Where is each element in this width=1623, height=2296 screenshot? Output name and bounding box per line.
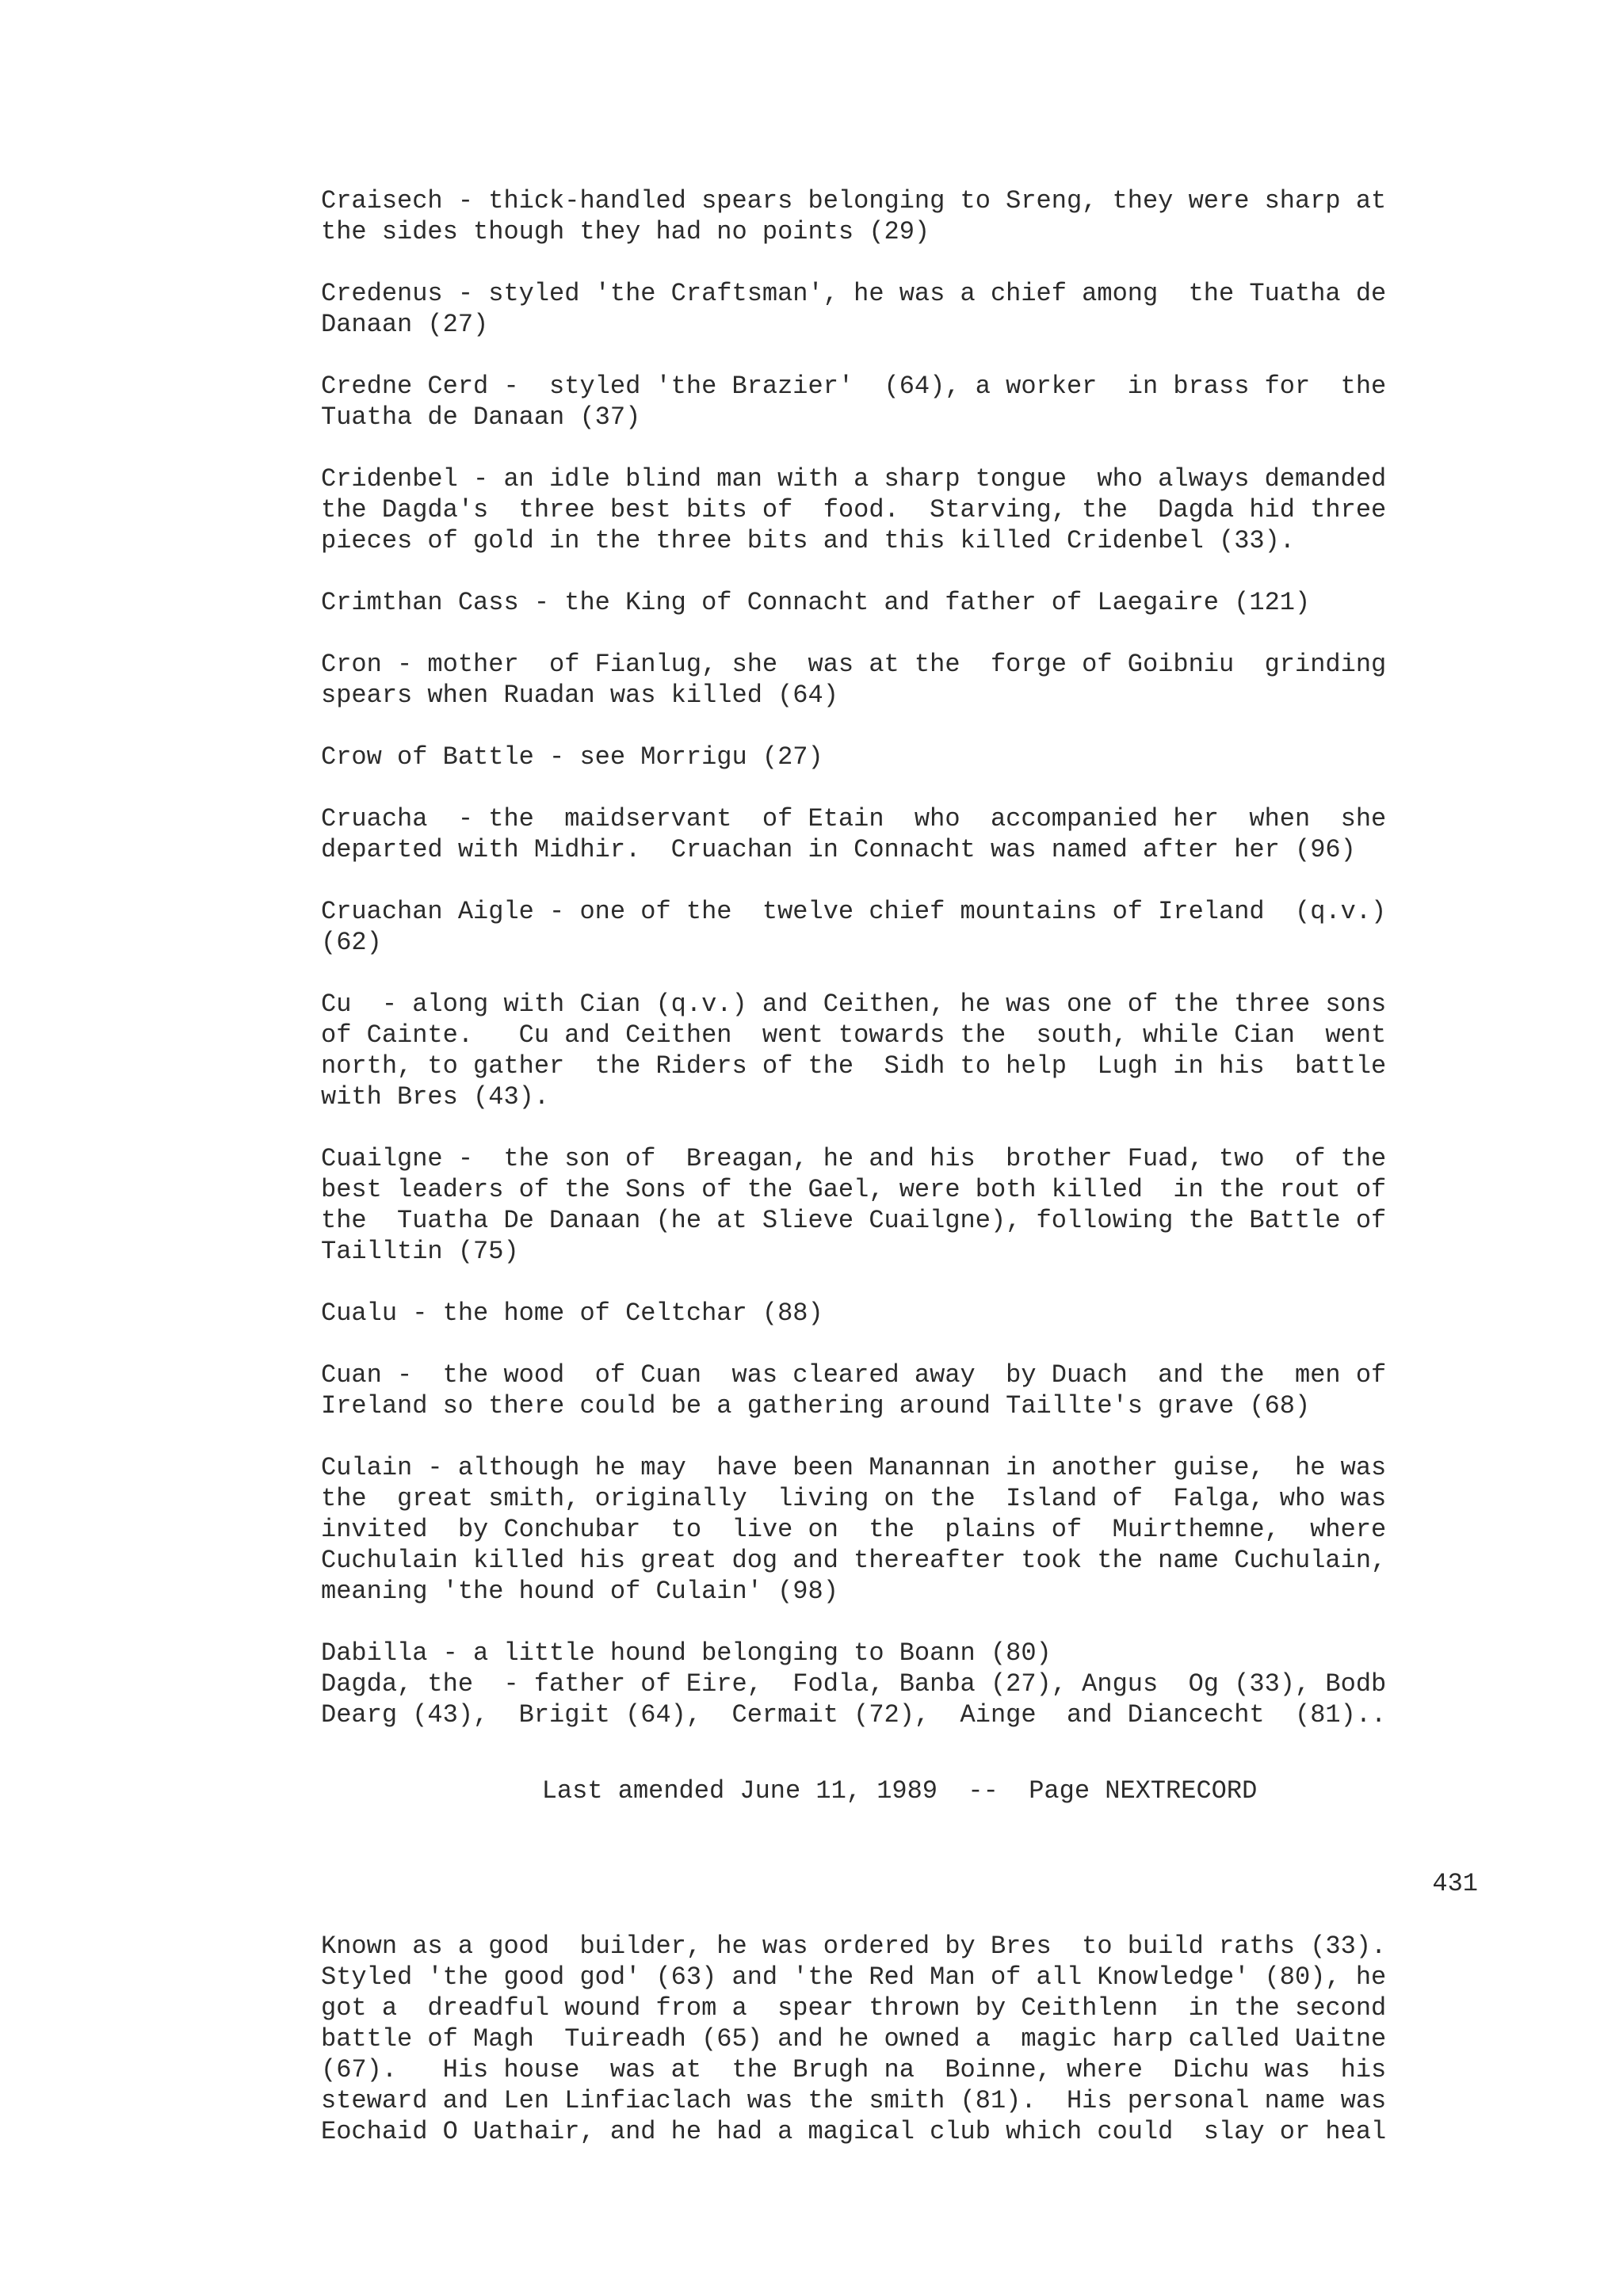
entry-line: Tailltin (75) — [321, 1237, 519, 1266]
entry-line: Cuan - the wood of Cuan was cleared away by Duach and the men of — [321, 1360, 1387, 1390]
entry-crow-of-battle — [321, 742, 1478, 772]
entry-line: Crimthan Cass - the King of Connacht and father of Laegaire (121) — [321, 588, 1311, 617]
entry-line: the Dagda's three best bits of food. Starving, the Dagda hid three — [321, 495, 1387, 524]
entry-line: Credenus - styled 'the Craftsman', he was a chief among the Tuatha de — [321, 279, 1387, 308]
continuation-text — [321, 1931, 1478, 2147]
entry-cron — [321, 649, 1478, 711]
entry-line: Cu - along with Cian (q.v.) and Ceithen, he was one of the three sons — [321, 990, 1387, 1019]
entry-cuan — [321, 1360, 1478, 1421]
entry-dabilla — [321, 1638, 1478, 1669]
continuation-line: Eochaid O Uathair, and he had a magical club which could slay or heal — [321, 2117, 1387, 2146]
entry-line: north, to gather the Riders of the Sidh to help Lugh in his battle — [321, 1051, 1387, 1081]
entry-line: (62) — [321, 928, 382, 957]
entry-line: Cron - mother of Fianlug, she was at the forge of Goibniu grinding — [321, 650, 1387, 679]
entry-cuailgne — [321, 1143, 1478, 1267]
entry-crimthan-cass — [321, 587, 1478, 618]
entry-line: best leaders of the Sons of the Gael, were both killed in the rout of — [321, 1175, 1387, 1204]
entry-line: meaning 'the hound of Culain' (98) — [321, 1577, 838, 1606]
entry-line: Cruachan Aigle - one of the twelve chief mountains of Ireland (q.v.) — [321, 897, 1387, 926]
entry-line: Crow of Battle - see Morrigu (27) — [321, 742, 823, 772]
entry-cu — [321, 989, 1478, 1112]
entry-line: Craisech - thick-handled spears belonging to Sreng, they were sharp at — [321, 186, 1387, 215]
entry-credne-cerd — [321, 371, 1478, 433]
entry-line: with Bres (43). — [321, 1082, 550, 1112]
entry-line: invited by Conchubar to live on the plains of Muirthemne, where — [321, 1515, 1387, 1544]
entry-line: pieces of gold in the three bits and this killed Cridenbel (33). — [321, 526, 1295, 555]
entry-line: Cuailgne - the son of Breagan, he and his brother Fuad, two of the — [321, 1144, 1387, 1173]
continuation-line: steward and Len Linfiaclach was the smith (81). His personal name was — [321, 2086, 1387, 2115]
continuation-line: Styled 'the good god' (63) and 'the Red Man of all Knowledge' (80), he — [321, 1962, 1387, 1992]
entry-line: Ireland so there could be a gathering around Taillte's grave (68) — [321, 1391, 1311, 1421]
entry-line: Cuchulain killed his great dog and thereafter took the name Cuchulain, — [321, 1546, 1387, 1575]
entry-line: Tuatha de Danaan (37) — [321, 402, 641, 432]
entry-dagda — [321, 1669, 1478, 1730]
entry-line: Culain - although he may have been Manannan in another guise, he was — [321, 1453, 1387, 1482]
entry-line: spears when Ruadan was killed (64) — [321, 681, 838, 710]
entry-line: of Cainte. Cu and Ceithen went towards the south, while Cian went — [321, 1020, 1387, 1050]
continuation-line: battle of Magh Tuireadh (65) and he owned a magic harp called Uaitne — [321, 2024, 1387, 2054]
entry-cridenbel — [321, 463, 1478, 556]
page-number: 431 — [1432, 1869, 1478, 1898]
entry-cruachan-aigle — [321, 896, 1478, 958]
entry-line: the Tuatha De Danaan (he at Slieve Cuailgne), following the Battle of — [321, 1206, 1387, 1235]
entry-line: Dabilla - a little hound belonging to Boann (80) — [321, 1638, 1052, 1668]
page-footer: Last amended June 11, 1989 -- Page NEXTRECORD — [541, 1776, 1258, 1806]
entry-craisech — [321, 185, 1478, 247]
entry-line: Dagda, the - father of Eire, Fodla, Banba (27), Angus Og (33), Bodb — [321, 1669, 1387, 1699]
entry-credenus — [321, 278, 1478, 340]
entry-culain — [321, 1452, 1478, 1607]
entry-line: Cridenbel - an idle blind man with a sharp tongue who always demanded — [321, 464, 1387, 494]
entry-line: the great smith, originally living on the Island of Falga, who was — [321, 1484, 1387, 1513]
entry-line: Cruacha - the maidservant of Etain who accompanied her when she — [321, 804, 1387, 833]
continuation-line: got a dreadful wound from a spear thrown by Ceithlenn in the second — [321, 1993, 1387, 2023]
entry-line: departed with Midhir. Cruachan in Connacht was named after her (96) — [321, 835, 1356, 864]
entry-line: Dearg (43), Brigit (64), Cermait (72), Ainge and Diancecht (81).. — [321, 1700, 1387, 1730]
entry-line: Danaan (27) — [321, 310, 489, 339]
continuation-line: Known as a good builder, he was ordered by Bres to build raths (33). — [321, 1932, 1387, 1961]
entry-line: the sides though they had no points (29) — [321, 217, 930, 246]
continuation-line: (67). His house was at the Brugh na Boinne, where Dichu was his — [321, 2055, 1387, 2084]
entry-cualu — [321, 1298, 1478, 1329]
entry-cruacha — [321, 803, 1478, 865]
entry-line: Cualu - the home of Celtchar (88) — [321, 1299, 823, 1328]
glossary-page-body — [321, 185, 1478, 1761]
entry-line: Credne Cerd - styled 'the Brazier' (64), a worker in brass for the — [321, 372, 1387, 401]
